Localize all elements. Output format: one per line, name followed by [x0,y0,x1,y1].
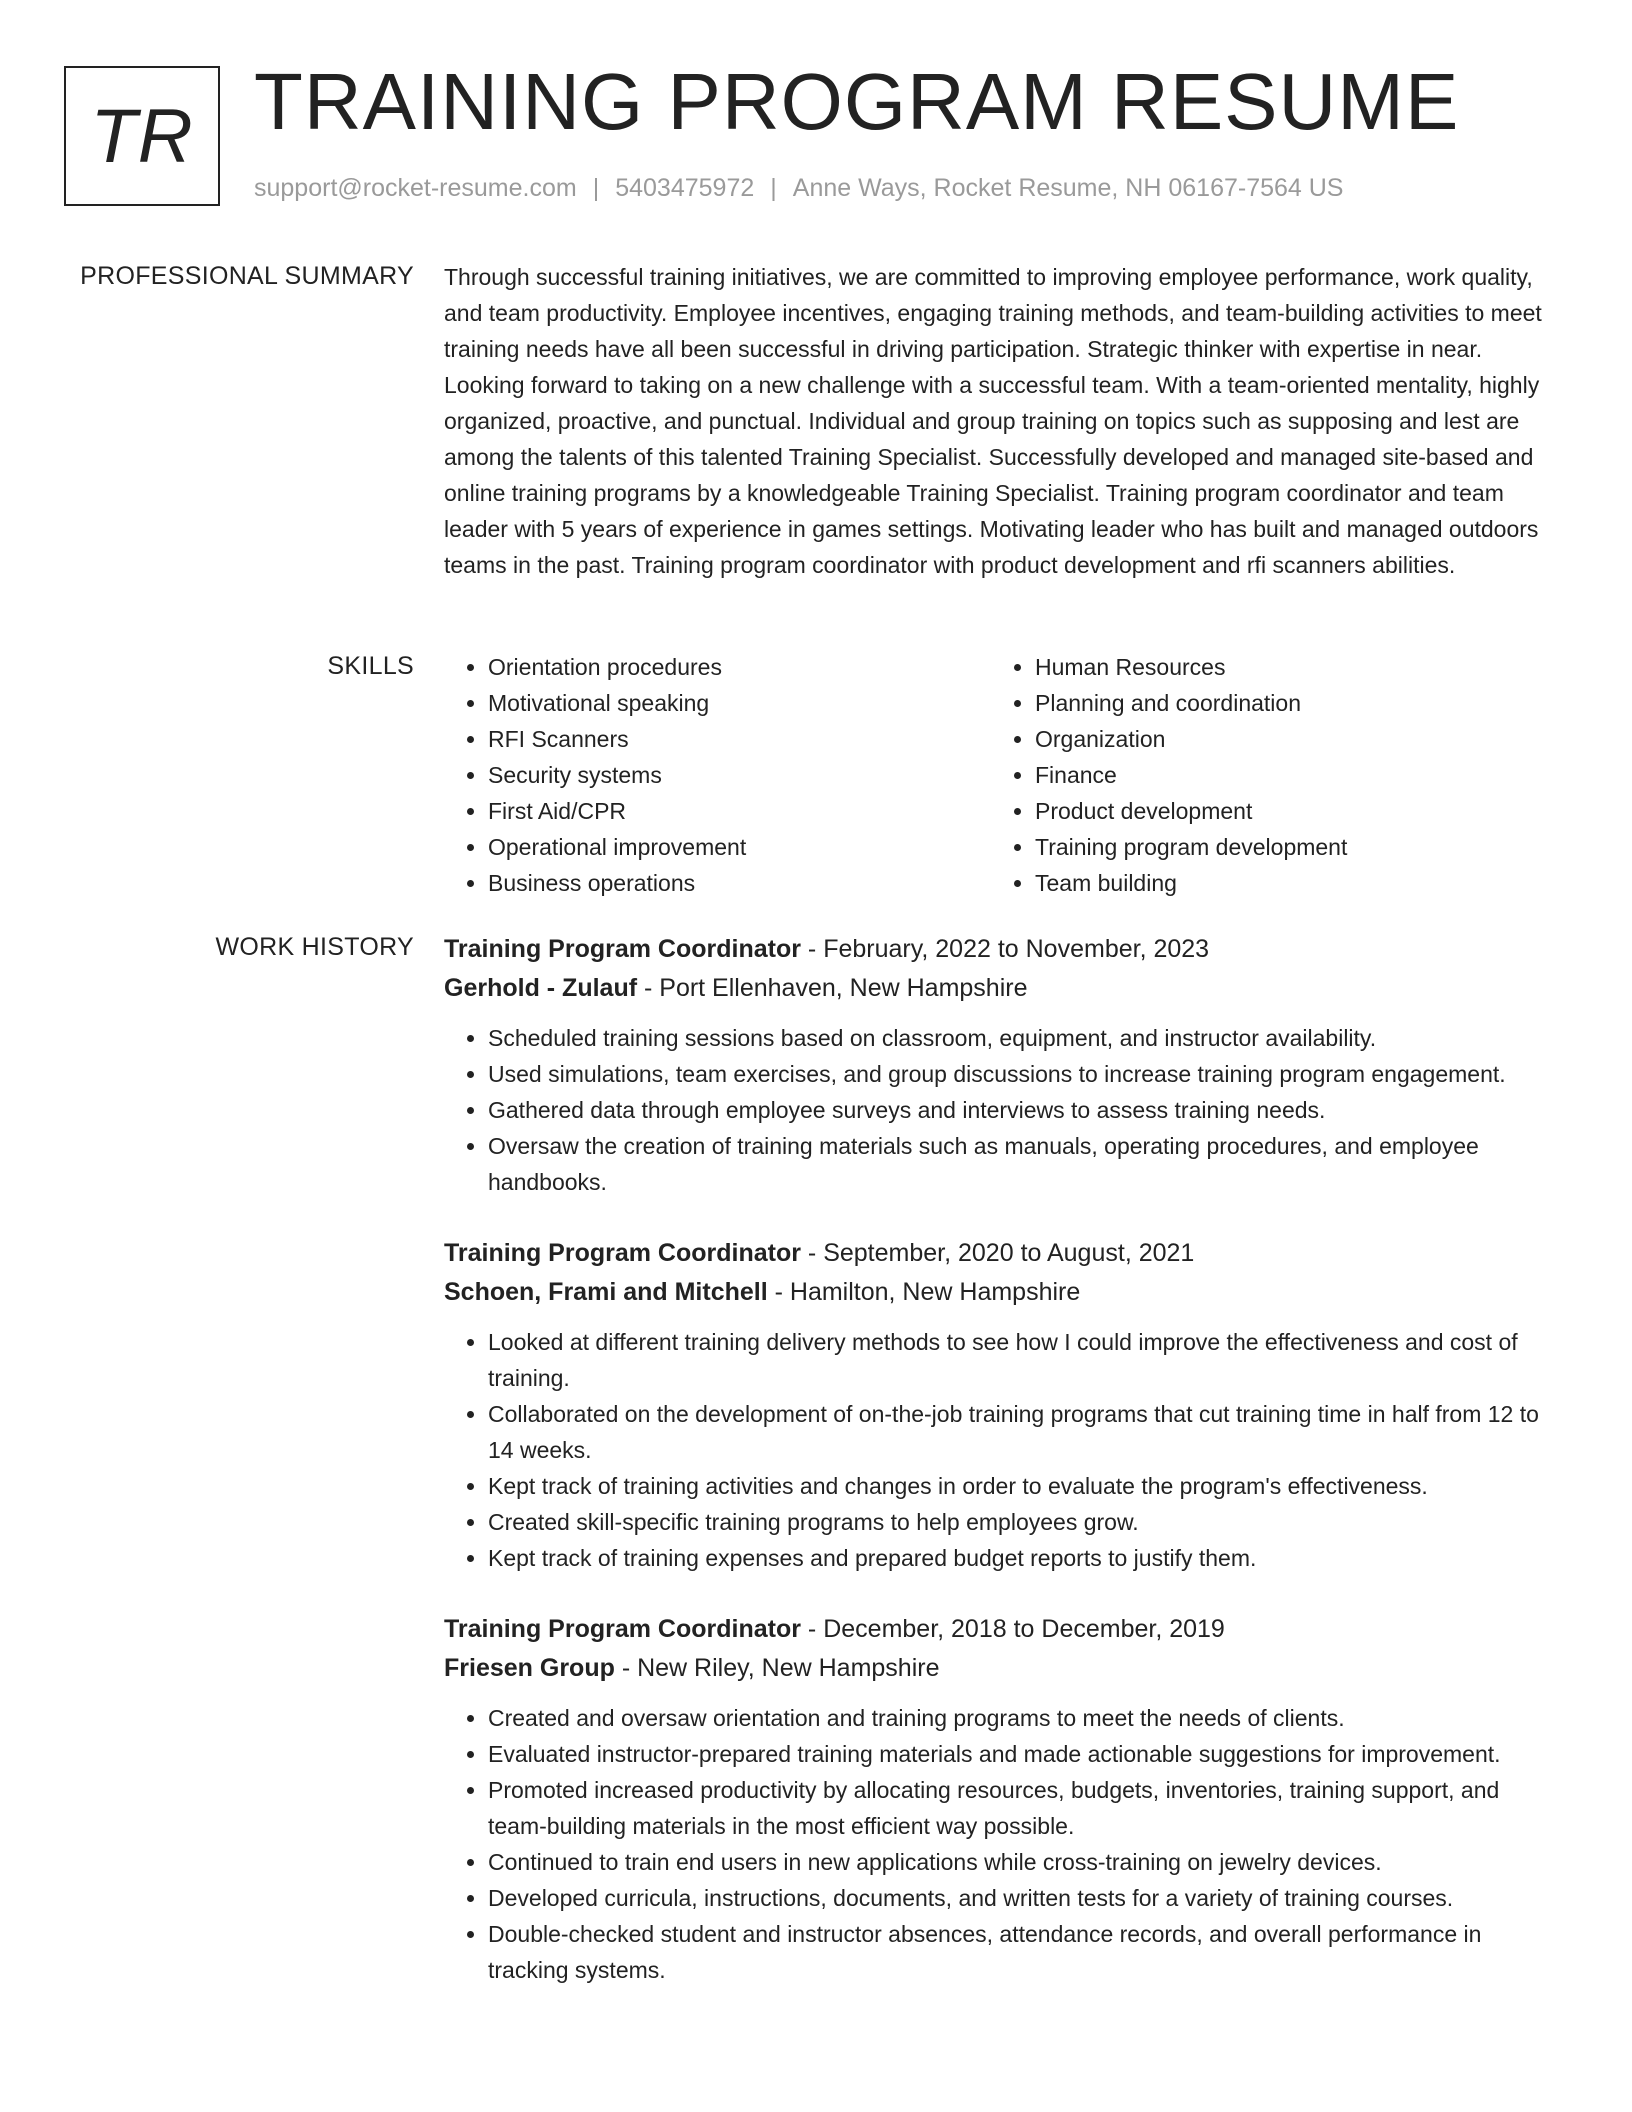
skill-item: • Business operations [488,865,746,901]
skills-list-left [444,649,746,901]
skill-item: • Motivational speaking [488,685,746,721]
job-dates: - December, 2018 to December, 2019 [800,1615,1225,1643]
job-title-line [444,1234,1564,1273]
job-location: - Port Ellenhaven, New Hampshire [637,974,1028,1002]
job-company: Gerhold - Zulauf [444,974,638,1002]
contact-line [254,174,1344,203]
job-company-line [444,969,1564,1008]
job-bullet: • Gathered data through employee surveys and interviews to assess training needs. [488,1092,1564,1128]
job-dates: - February, 2022 to November, 2023 [800,935,1210,963]
job-company: Schoen, Frami and Mitchell [444,1278,768,1306]
skill-item: • Team building [1035,865,1347,901]
skills-list-right [991,649,1347,901]
skill-item: • Finance [1035,757,1347,793]
job-company-line [444,1649,1564,1688]
job-title: Training Program Coordinator [444,935,801,963]
section-label-skills: SKILLS [327,652,414,680]
skill-item: • Human Resources [1035,649,1347,685]
skill-item: • Product development [1035,793,1347,829]
job-bullet: • Kept track of training activities and changes in order to evaluate the program's effectiveness. [488,1468,1564,1504]
job-title: Training Program Coordinator [444,1615,801,1643]
job-bullet: • Developed curricula, instructions, documents, and written tests for a variety of training courses. [488,1880,1564,1916]
job-bullet: • Scheduled training sessions based on classroom, equipment, and instructor availability. [488,1020,1564,1056]
job-bullet: • Created skill-specific training programs to help employees grow. [488,1504,1564,1540]
job-title-line [444,1610,1564,1649]
skill-item: • Operational improvement [488,829,746,865]
job-bullet: • Kept track of training expenses and prepared budget reports to justify them. [488,1540,1564,1576]
monogram: TR [64,66,220,206]
skill-item: • Organization [1035,721,1347,757]
contact-phone: 5403475972 [615,174,755,202]
job-location: - New Riley, New Hampshire [614,1654,940,1682]
job-entry [444,1610,1564,1988]
job-company: Friesen Group [444,1654,615,1682]
job-bullets [444,1324,1564,1576]
skill-item: • Training program development [1035,829,1347,865]
job-company-line [444,1273,1564,1312]
job-entry [444,1234,1564,1576]
job-bullet: • Evaluated instructor-prepared training materials and made actionable suggestions for improvement. [488,1736,1564,1772]
summary-text: Through successful training initiatives, we are committed to improving employee performance, work quality, and team productivity. Employee incentives, engaging training methods, and team-building activities to meet training needs have all been successful in driving participation. Strategic thinker with expertise in near. Looking forward to taking on a new challenge with a successful team. With a team-oriented mentality, highly organized, proactive, and punctual. Individual and group training on topics such as supposing and lest are among the talents of this talented Training Specialist. Successfully developed and managed site-based and online training programs by a knowledgeable Training Specialist. Training program coordinator and team leader with 5 years of experience in games settings. Motivating leader who has built and managed outdoors teams in the past. Training program coordinator with product development and rfi scanners abilities. [444,264,1542,578]
job-bullets [444,1020,1564,1200]
skill-item: • Planning and coordination [1035,685,1347,721]
job-bullet: • Looked at different training delivery methods to see how I could improve the effectiveness and cost of training. [488,1324,1564,1396]
job-bullet: • Used simulations, team exercises, and group discussions to increase training program engagement. [488,1056,1564,1092]
contact-separator: | [592,174,600,202]
contact-separator: | [770,174,777,202]
job-title-line [444,930,1564,969]
skill-item: • First Aid/CPR [488,793,746,829]
job-bullet: • Collaborated on the development of on-the-job training programs that cut training time in half from 12 to 14 weeks. [488,1396,1564,1468]
skill-item: • Orientation procedures [488,649,746,685]
job-bullet: • Oversaw the creation of training materials such as manuals, operating procedures, and employee handbooks. [488,1128,1564,1200]
job-bullet: • Promoted increased productivity by allocating resources, budgets, inventories, training support, and team-building materials in the most efficient way possible. [488,1772,1564,1844]
section-label-work-history: WORK HISTORY [215,933,414,961]
job-bullet: • Double-checked student and instructor absences, attendance records, and overall performance in tracking systems. [488,1916,1564,1988]
job-entry [444,930,1564,1200]
job-title: Training Program Coordinator [444,1239,801,1267]
skill-item: • RFI Scanners [488,721,746,757]
job-location: - Hamilton, New Hampshire [767,1278,1081,1306]
section-label-summary: PROFESSIONAL SUMMARY [80,262,414,290]
contact-address: Anne Ways, Rocket Resume, NH 06167-7564 US [792,174,1344,202]
resume-title: TRAINING PROGRAM RESUME [254,57,1460,146]
contact-email: support@rocket-resume.com [254,174,577,202]
job-dates: - September, 2020 to August, 2021 [800,1239,1195,1267]
skill-item: • Security systems [488,757,746,793]
job-bullet: • Continued to train end users in new applications while cross-training on jewelry devices. [488,1844,1564,1880]
job-bullets [444,1700,1564,1988]
job-bullet: • Created and oversaw orientation and training programs to meet the needs of clients. [488,1700,1564,1736]
